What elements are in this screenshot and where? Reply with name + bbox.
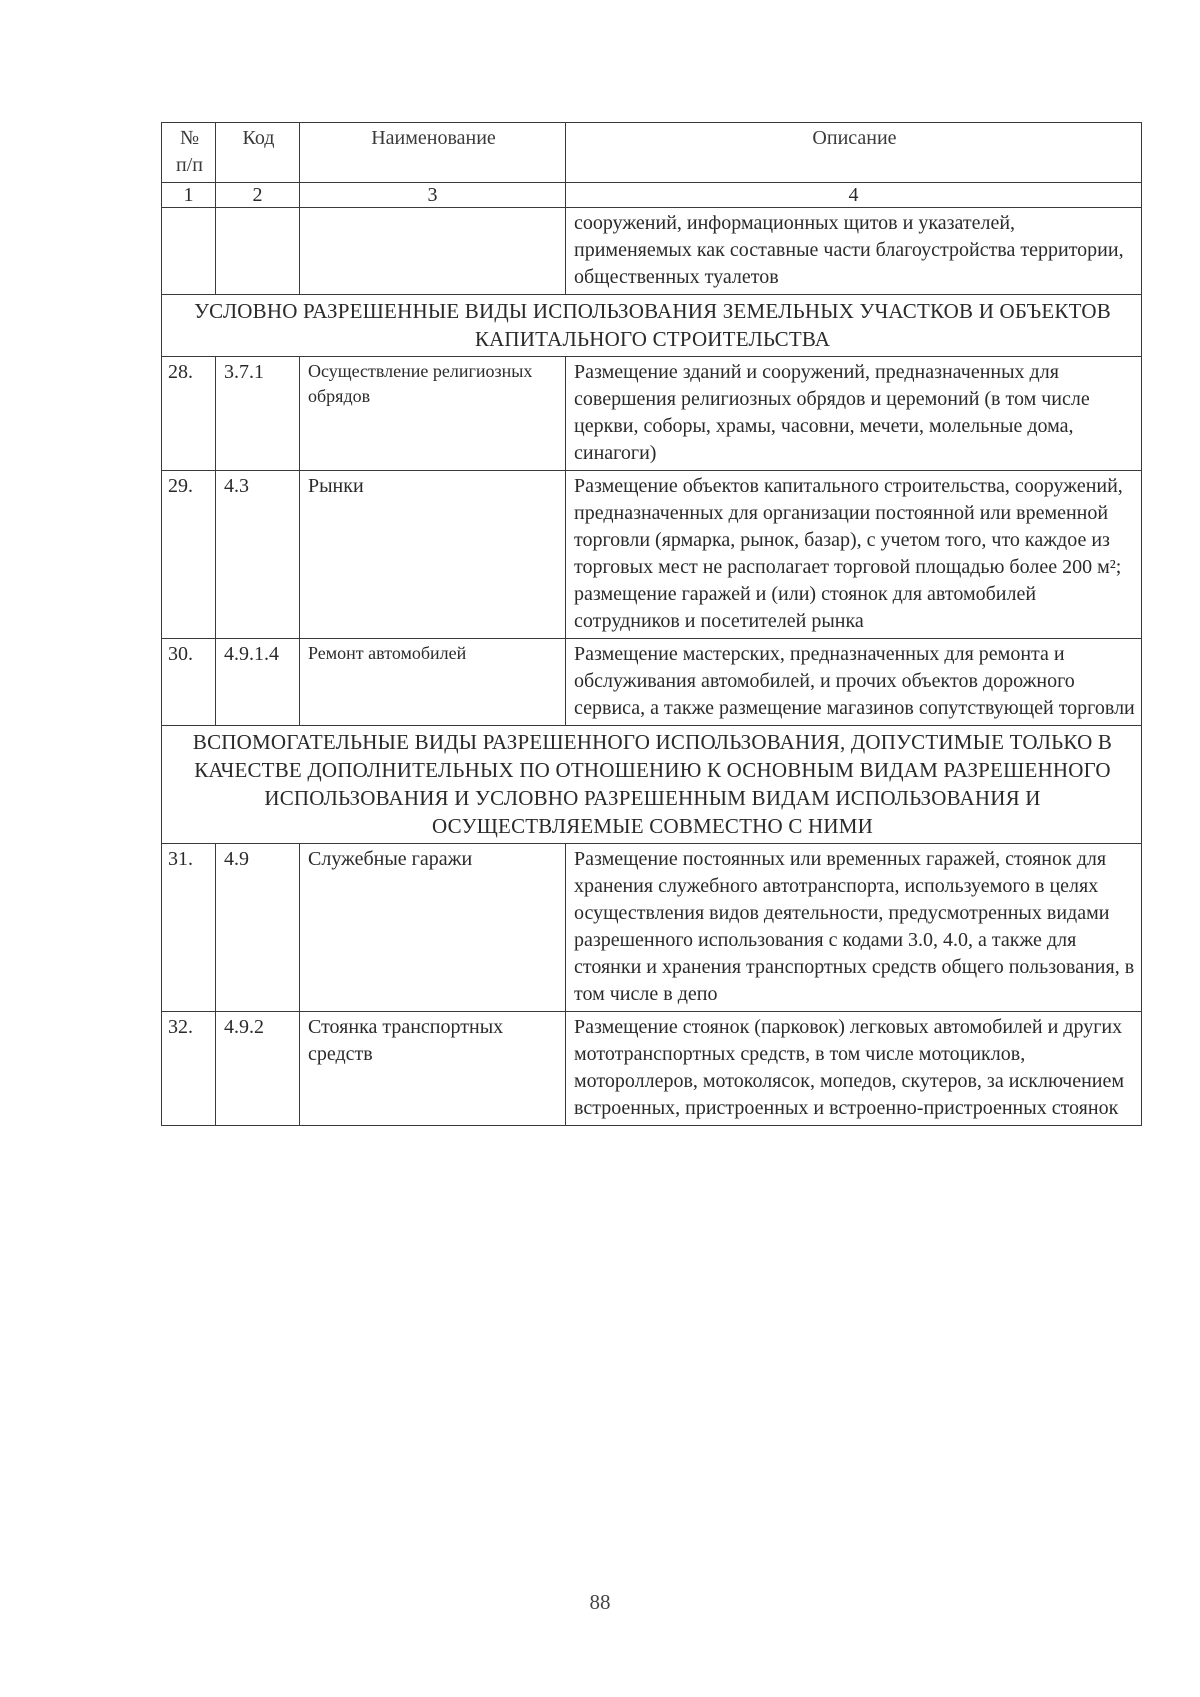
row-number: 28. [162,357,216,471]
cell-empty [300,208,566,295]
row-name: Ремонт автомобилей [300,639,566,726]
table-row [162,844,1142,1012]
header-row [162,123,1142,183]
row-number: 32. [162,1012,216,1126]
row-code: 4.3 [216,471,300,639]
row-name: Осуществление религиозных обрядов [300,357,566,471]
table-row [162,471,1142,639]
row-code: 4.9 [216,844,300,1012]
row-description: Размещение объектов капитального строительства, сооружений, предназначенных для организации постоянной или временной торговли (ярмарка, рынок, базар), с учетом того, что каждое из торговых мест не располагает торговой площадью более 200 м²; размещение гаражей и (или) стоянок для автомобилей сотрудников и посетителей рынка [566,471,1142,639]
row-name: Рынки [300,471,566,639]
row-number: 30. [162,639,216,726]
row-code: 4.9.1.4 [216,639,300,726]
land-use-table [161,122,1142,1126]
cell-empty [162,208,216,295]
table-row [162,639,1142,726]
column-number: 3 [300,183,566,208]
row-name: Стоянка транспортных средств [300,1012,566,1126]
row-description: Размещение постоянных или временных гаражей, стоянок для хранения служебного автотранспорта, используемого в целях осуществления видов деятельности, предусмотренных видами разрешенного использования с кодами 3.0, 4.0, а также для стоянки и хранения транспортных средств общего пользования, в том числе в депо [566,844,1142,1012]
row-description: сооружений, информационных щитов и указателей, применяемых как составные части благоустройства территории, общественных туалетов [566,208,1142,295]
section-heading-conditional: УСЛОВНО РАЗРЕШЕННЫЕ ВИДЫ ИСПОЛЬЗОВАНИЯ ЗЕМЕЛЬНЫХ УЧАСТКОВ И ОБЪЕКТОВ КАПИТАЛЬНОГО СТРОИТЕЛЬСТВА [162,295,1142,357]
row-number: 31. [162,844,216,1012]
section-row [162,295,1142,357]
continuation-row [162,208,1142,295]
column-number: 4 [566,183,1142,208]
column-number: 2 [216,183,300,208]
header-num: № п/п [162,123,216,183]
section-row [162,726,1142,844]
row-description: Размещение мастерских, предназначенных для ремонта и обслуживания автомобилей, и прочих объектов дорожного сервиса, а также размещение магазинов сопутствующей торговли [566,639,1142,726]
table-row [162,1012,1142,1126]
row-code: 4.9.2 [216,1012,300,1126]
page-number: 88 [589,1590,611,1614]
header-name: Наименование [300,123,566,183]
row-code: 3.7.1 [216,357,300,471]
header-code: Код [216,123,300,183]
row-number: 29. [162,471,216,639]
column-numbers-row [162,183,1142,208]
row-description: Размещение стоянок (парковок) легковых автомобилей и других мототранспортных средств, в том числе мотоциклов, мотороллеров, мотоколясок, мопедов, скутеров, за исключением встроенных, пристроенных и встроенно-пристроенных стоянок [566,1012,1142,1126]
row-description: Размещение зданий и сооружений, предназначенных для совершения религиозных обрядов и церемоний (в том числе церкви, соборы, храмы, часовни, мечети, молельные дома, синагоги) [566,357,1142,471]
row-name: Служебные гаражи [300,844,566,1012]
column-number: 1 [162,183,216,208]
header-description: Описание [566,123,1142,183]
section-heading-auxiliary: ВСПОМОГАТЕЛЬНЫЕ ВИДЫ РАЗРЕШЕННОГО ИСПОЛЬЗОВАНИЯ, ДОПУСТИМЫЕ ТОЛЬКО В КАЧЕСТВЕ ДОПОЛНИТЕЛЬНЫХ ПО ОТНОШЕНИЮ К ОСНОВНЫМ ВИДАМ РАЗРЕШЕННОГО ИСПОЛЬЗОВАНИЯ И УСЛОВНО РАЗРЕШЕННЫМ ВИДАМ ИСПОЛЬЗОВАНИЯ И ОСУЩЕСТВЛЯЕМЫЕ СОВМЕСТНО С НИМИ [162,726,1142,844]
table-row [162,357,1142,471]
cell-empty [216,208,300,295]
